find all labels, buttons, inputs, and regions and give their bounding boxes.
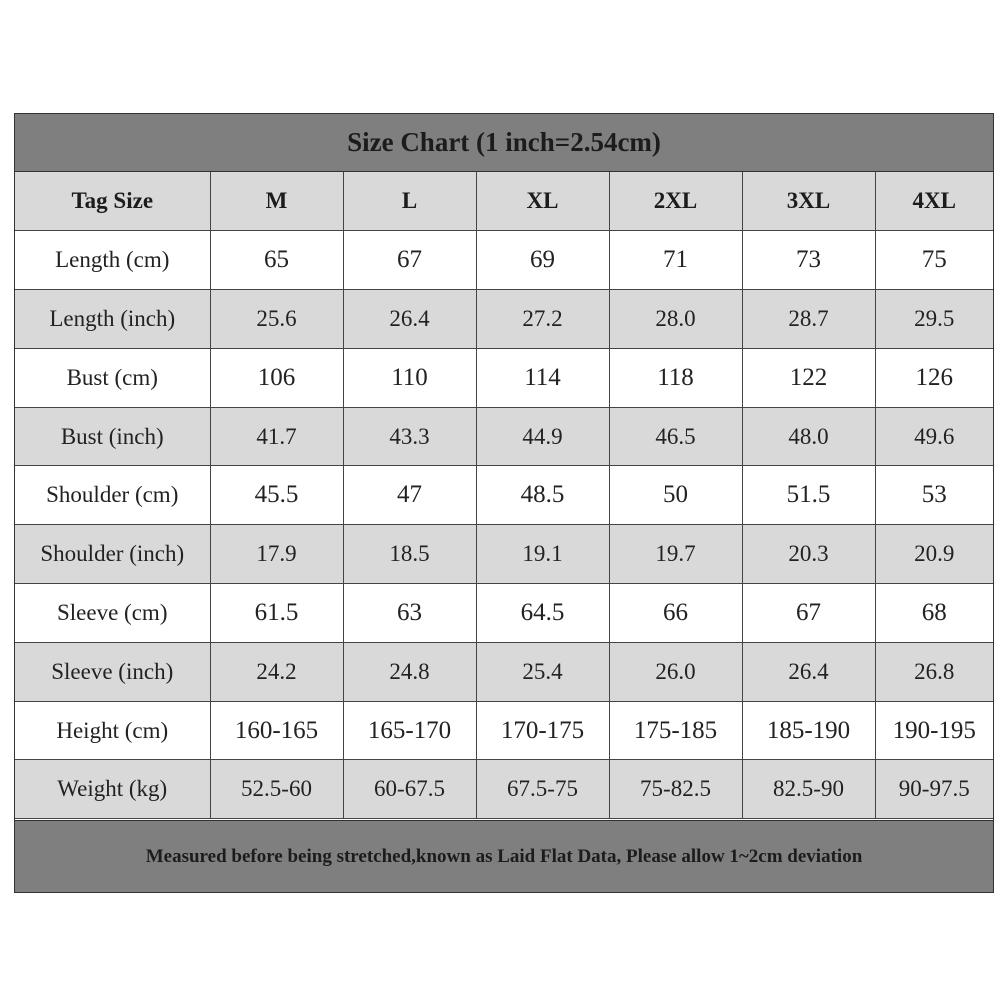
table-cell: 44.9 (476, 407, 609, 466)
table-cell: 24.2 (210, 642, 343, 701)
table-cell: 45.5 (210, 466, 343, 525)
chart-title: Size Chart (1 inch=2.54cm) (15, 114, 993, 172)
table-cell: 122 (742, 348, 875, 407)
header-row (15, 172, 993, 231)
table-cell: 24.8 (343, 642, 476, 701)
table-cell: 67.5-75 (476, 760, 609, 819)
table-cell: 190-195 (875, 701, 993, 760)
table-cell: 67 (742, 584, 875, 643)
table-cell: 82.5-90 (742, 760, 875, 819)
table-cell: 49.6 (875, 407, 993, 466)
table-cell: 43.3 (343, 407, 476, 466)
table-cell: 20.9 (875, 525, 993, 584)
size-chart (14, 113, 994, 893)
table-cell: 75-82.5 (609, 760, 742, 819)
table-cell: 68 (875, 584, 993, 643)
table-cell: 48.0 (742, 407, 875, 466)
header-cell: Tag Size (15, 172, 210, 231)
table-cell: 28.7 (742, 290, 875, 349)
table-cell: 165-170 (343, 701, 476, 760)
table-cell: 29.5 (875, 290, 993, 349)
table-cell: 90-97.5 (875, 760, 993, 819)
table-cell: 110 (343, 348, 476, 407)
table-row (15, 466, 993, 525)
table-cell: 73 (742, 231, 875, 290)
table-cell: 118 (609, 348, 742, 407)
table-cell: 46.5 (609, 407, 742, 466)
table-cell: 185-190 (742, 701, 875, 760)
table-cell: 50 (609, 466, 742, 525)
table-row (15, 407, 993, 466)
table-cell: 26.4 (742, 642, 875, 701)
row-label: Length (inch) (15, 290, 210, 349)
table-row (15, 525, 993, 584)
header-cell: L (343, 172, 476, 231)
table-cell: 65 (210, 231, 343, 290)
table-cell: 126 (875, 348, 993, 407)
table-row (15, 348, 993, 407)
table-cell: 52.5-60 (210, 760, 343, 819)
table-row (15, 642, 993, 701)
table-cell: 60-67.5 (343, 760, 476, 819)
table-cell: 51.5 (742, 466, 875, 525)
row-label: Sleeve (inch) (15, 642, 210, 701)
row-label: Height (cm) (15, 701, 210, 760)
header-cell: XL (476, 172, 609, 231)
header-cell: 2XL (609, 172, 742, 231)
table-cell: 66 (609, 584, 742, 643)
table-cell: 28.0 (609, 290, 742, 349)
table-cell: 26.0 (609, 642, 742, 701)
header-cell: M (210, 172, 343, 231)
table-cell: 26.8 (875, 642, 993, 701)
table-row (15, 290, 993, 349)
table-cell: 64.5 (476, 584, 609, 643)
table-cell: 71 (609, 231, 742, 290)
table-cell: 18.5 (343, 525, 476, 584)
table-row (15, 231, 993, 290)
table-cell: 61.5 (210, 584, 343, 643)
table-cell: 19.1 (476, 525, 609, 584)
row-label: Shoulder (cm) (15, 466, 210, 525)
row-label: Bust (inch) (15, 407, 210, 466)
header-cell: 3XL (742, 172, 875, 231)
table-cell: 67 (343, 231, 476, 290)
table-cell: 106 (210, 348, 343, 407)
table-cell: 20.3 (742, 525, 875, 584)
table-cell: 17.9 (210, 525, 343, 584)
table-cell: 53 (875, 466, 993, 525)
table-cell: 170-175 (476, 701, 609, 760)
table-cell: 25.4 (476, 642, 609, 701)
table-cell: 47 (343, 466, 476, 525)
table-cell: 41.7 (210, 407, 343, 466)
footer-note: Measured before being stretched,known as Laid Flat Data, Please allow 1~2cm deviation (15, 820, 993, 892)
size-table (15, 172, 993, 819)
table-cell: 160-165 (210, 701, 343, 760)
table-cell: 75 (875, 231, 993, 290)
table-row (15, 584, 993, 643)
row-label: Bust (cm) (15, 348, 210, 407)
table-cell: 25.6 (210, 290, 343, 349)
table-cell: 48.5 (476, 466, 609, 525)
table-row (15, 701, 993, 760)
table-cell: 69 (476, 231, 609, 290)
row-label: Weight (kg) (15, 760, 210, 819)
table-cell: 26.4 (343, 290, 476, 349)
row-label: Length (cm) (15, 231, 210, 290)
table-cell: 63 (343, 584, 476, 643)
row-label: Shoulder (inch) (15, 525, 210, 584)
table-row (15, 760, 993, 819)
table-cell: 27.2 (476, 290, 609, 349)
table-cell: 114 (476, 348, 609, 407)
header-cell: 4XL (875, 172, 993, 231)
table-cell: 175-185 (609, 701, 742, 760)
row-label: Sleeve (cm) (15, 584, 210, 643)
table-cell: 19.7 (609, 525, 742, 584)
